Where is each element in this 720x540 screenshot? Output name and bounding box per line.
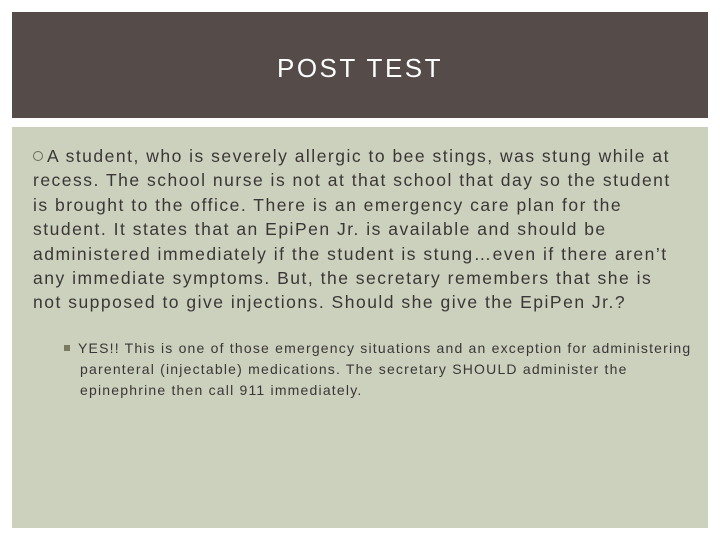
title-bar bbox=[12, 12, 708, 118]
sub-bullet-text: YES!! This is one of those emergency situations and an exception for administering parenteral (injectable) medications. The secretary SHOULD administer the epinephrine then call 911 immediately. bbox=[78, 340, 692, 398]
main-bullet-text: A student, who is severely allergic to bee stings, was stung while at recess. The school nurse is not at that school that day so the student is brought to the office. There is an emergency care plan for the student. It states that an EpiPen Jr. is available and should be administered immediately if the student is stung…even if there aren’t any immediate symptoms. But, the secretary remembers that she is not supposed to give injections. Should she give the EpiPen Jr.? bbox=[33, 146, 671, 313]
square-bullet-icon bbox=[64, 345, 70, 351]
main-bullet bbox=[33, 144, 673, 315]
slide-title: POST TEST bbox=[276, 52, 444, 83]
hollow-circle-bullet-icon bbox=[33, 151, 43, 161]
sub-bullet bbox=[64, 338, 700, 401]
